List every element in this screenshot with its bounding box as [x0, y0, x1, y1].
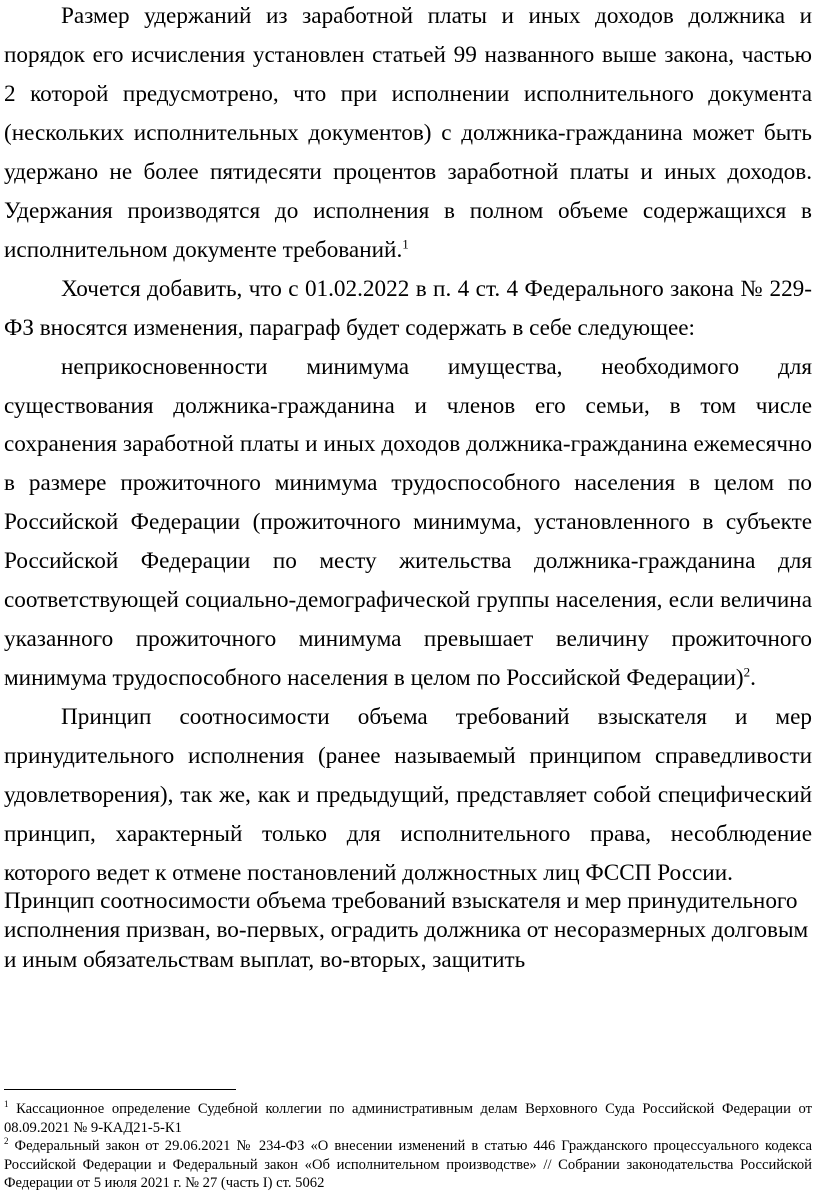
footnote-1 [4, 1100, 812, 1137]
paragraph-text: Размер удержаний из заработной платы и иных доходов должника и порядок его исчисления установлен статьей 99 названного выше закона, частью 2 которой предусмотрено, что при исполнении исполнительного документа (нескольких исполнительных документов) с должника-гражданина может быть удержано не более пятидесяти процентов заработной платы и иных доходов. Удержания производятся до исполнения в полном объеме содержащихся в исполнительном документе требований. [4, 3, 812, 263]
paragraph-text: Хочется добавить, что с 01.02.2022 в п. 4 ст. 4 Федерального закона № 229-ФЗ вносятся изменения, параграф будет содержать в себе следующее: [4, 275, 812, 341]
footnote-text: Федеральный закон от 29.06.2021 № 234-ФЗ «О внесении изменений в статью 446 Гражданского процессуального кодекса Российской Федерации и Федеральный закон «Об исполнительном производстве» // Собрании законодательства Российской Федерации от 5 июля 2021 г. № 27 (часть I) ст. 5062 [4, 1138, 812, 1191]
footnote-number: 1 [4, 1099, 9, 1110]
paragraph-deductions [4, 0, 812, 270]
footnotes [4, 1100, 812, 1193]
footnote-ref-2[interactable]: 2 [743, 664, 751, 680]
footnote-text: Кассационное определение Судебной коллегии по административным делам Верховного Суда Российской Федерации от 08.09.2021 № 9-КАД21-5-К1 [4, 1101, 812, 1136]
paragraph-quote [4, 348, 812, 699]
paragraph-amendment [4, 270, 812, 348]
footnote-ref-1[interactable]: 1 [402, 235, 409, 251]
paragraph-text: неприкосновенности минимума имущества, необходимого для существования должника-гражданина и членов его семьи, в том числе сохранения заработной платы и иных доходов должника-гражданина ежемесячно в размере прожиточного минимума трудоспособного населения в целом по Российской Федерации (прожиточного минимума, установленного в субъекте Российской Федерации по месту жительства должника-гражданина для соответствующей социально-демографической группы населения, если величина указанного прожиточного минимума превышает величину прожиточного минимума трудоспособного населения в целом по Российской Федерации) [4, 353, 812, 692]
paragraph-text: Принцип соотносимости объема требований взыскателя и мер принудительного исполнения (ранее называемый принципом справедливости удовлетворения), так же, как и предыдущий, представляет собой специфический принцип, характерный только для исполнительного права, несоблюдение которого ведет к отмене постановлений должностных лиц ФССП России. [4, 704, 812, 886]
footnote-2 [4, 1137, 812, 1193]
body-text [4, 0, 812, 975]
paragraph-principle [4, 698, 812, 893]
footnote-separator [4, 1089, 236, 1090]
paragraph-principle-purpose: Принцип соотносимости объема требований взыскателя и мер принудительного исполнения призван, во-первых, оградить должника от несоразмерных долговым и иным обязательствам выплат, во-вторых, защитить [4, 887, 809, 973]
paragraph-end-punct: . [750, 665, 756, 692]
footnote-number: 2 [4, 1136, 9, 1147]
